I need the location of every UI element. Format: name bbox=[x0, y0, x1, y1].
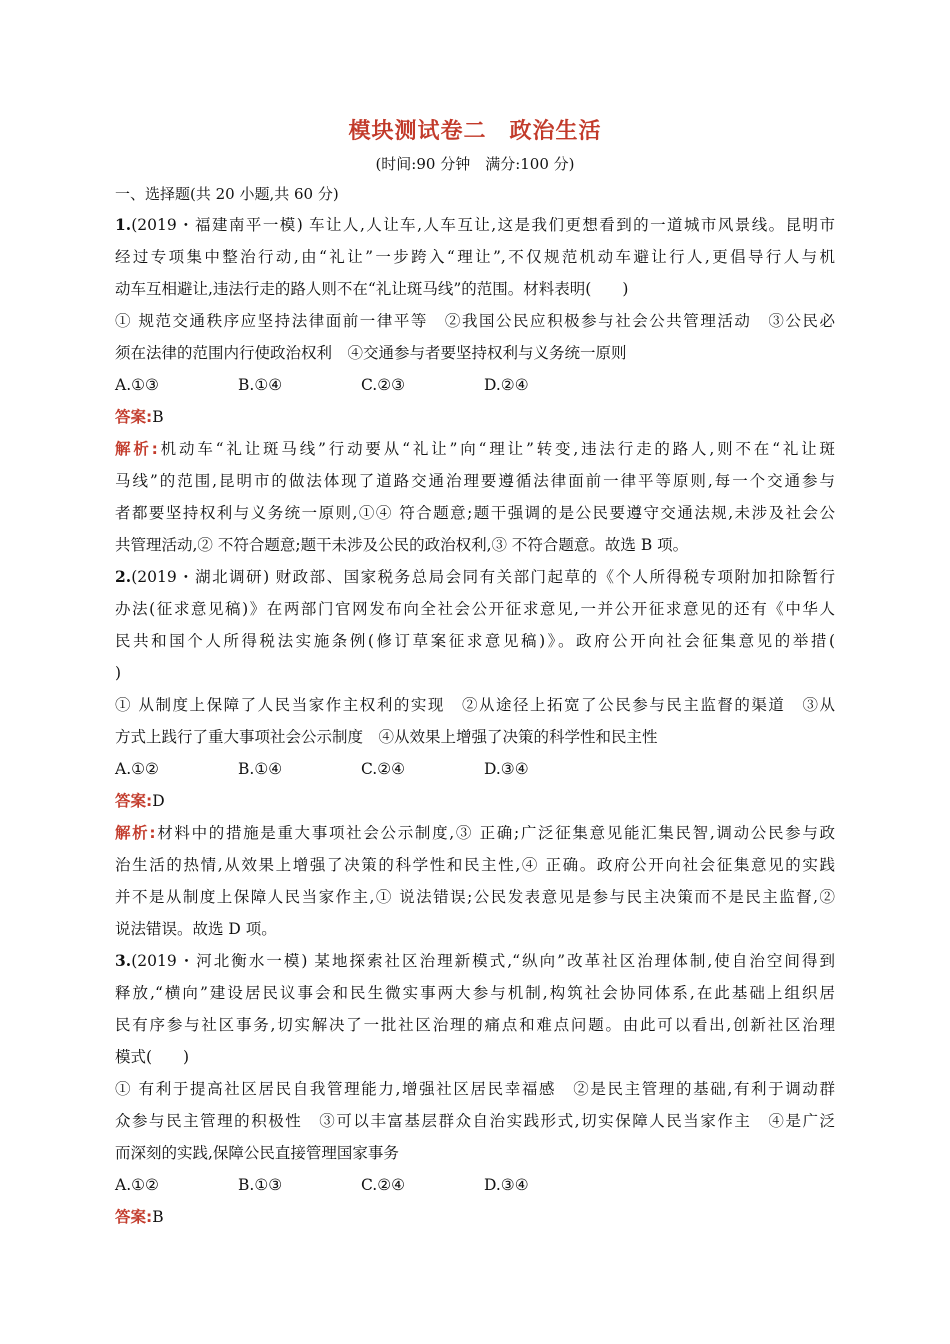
question-stem-line: 1.(2019・福建南平一模) 车让人,人让车,人车互让,这是我们更想看到的一道城市风景线。昆明市 bbox=[115, 215, 835, 234]
option-b: B.①④ bbox=[238, 760, 283, 778]
answer-line bbox=[115, 1201, 835, 1233]
answer-label: 答案: bbox=[115, 792, 153, 810]
question-stem-line: 办法(征求意见稿)》在两部门官网发布向全社会公开征求意见,一并公开征求意见的还有《中华人 bbox=[115, 600, 835, 618]
question-stem-line: 民共和国个人所得税法实施条例(修订草案征求意见稿)》。政府公开向社会征集意见的举措( bbox=[115, 632, 835, 650]
option-b: B.①③ bbox=[238, 1176, 283, 1194]
statement-line: 众参与民主管理的积极性 ③可以丰富基层群众自治实践形式,切实保障人民当家作主 ④是广泛 bbox=[115, 1112, 835, 1130]
answer-label: 答案: bbox=[115, 1208, 153, 1226]
section-heading: 一、选择题(共 20 小题,共 60 分) bbox=[115, 185, 339, 203]
exam-time-score: (时间:90 分钟 满分:100 分) bbox=[375, 155, 575, 173]
document-body bbox=[115, 179, 835, 1233]
question-3 bbox=[115, 945, 835, 1233]
question-2 bbox=[115, 561, 835, 945]
question-number: 1. bbox=[115, 215, 132, 234]
option-c: C.②③ bbox=[361, 376, 406, 394]
statement-line: 须在法律的范围内行使政治权利 ④交通参与者要坚持权利与义务统一原则 bbox=[115, 344, 627, 362]
question-stem-line: 2.(2019・湖北调研) 财政部、国家税务总局会同有关部门起草的《个人所得税专项附加扣除暂行 bbox=[115, 567, 835, 586]
statement-line: ① 从制度上保障了人民当家作主权利的实现 ②从途径上拓宽了公民参与民主监督的渠道 ③从 bbox=[115, 696, 835, 714]
analysis-line: 解析:材料中的措施是重大事项社会公示制度,③ 正确;广泛征集意见能汇集民智,调动公民参与政 bbox=[115, 824, 835, 842]
question-number: 3. bbox=[115, 951, 132, 970]
analysis-line: 共管理活动,② 不符合题意;题干未涉及公民的政治权利,③ 不符合题意。故选 B 项。 bbox=[115, 536, 689, 554]
option-a: A.①③ bbox=[115, 376, 159, 394]
question-stem-line: 民有序参与社区事务,切实解决了一批社区治理的痛点和难点问题。由此可以看出,创新社区治理 bbox=[115, 1016, 835, 1034]
statement-line: 方式上践行了重大事项社会公示制度 ④从效果上增强了决策的科学性和民主性 bbox=[115, 728, 658, 746]
answer-line bbox=[115, 785, 835, 817]
answer-label: 答案: bbox=[115, 408, 153, 426]
answer-line bbox=[115, 401, 835, 433]
question-number: 2. bbox=[115, 567, 132, 586]
question-stem-line: 3.(2019・河北衡水一模) 某地探索社区治理新模式,“纵向”改革社区治理体制,使自治空间得到 bbox=[115, 951, 835, 970]
analysis-line: 马线”的范围,昆明市的做法体现了道路交通治理要遵循法律面前一律平等原则,每一个交通参与 bbox=[115, 472, 835, 490]
statement-line: ① 规范交通秩序应坚持法律面前一律平等 ②我国公民应积极参与社会公共管理活动 ③公民必 bbox=[115, 312, 835, 330]
question-1 bbox=[115, 209, 835, 561]
answer-options bbox=[115, 369, 835, 401]
answer-options bbox=[115, 753, 835, 785]
option-c: C.②④ bbox=[361, 760, 406, 778]
analysis-line: 解析:机动车“礼让斑马线”行动要从“礼让”向“理让”转变,违法行走的路人,则不在“礼让斑 bbox=[115, 440, 835, 458]
analysis-line: 说法错误。故选 D 项。 bbox=[115, 920, 277, 938]
page-title: 模块测试卷二 政治生活 bbox=[348, 119, 602, 144]
analysis-line: 治生活的热情,从效果上增强了决策的科学性和民主性,④ 正确。政府公开向社会征集意见的实践 bbox=[115, 856, 835, 874]
analysis-label: 解析: bbox=[115, 824, 156, 842]
question-stem-line: 动车互相避让,违法行走的路人则不在“礼让斑马线”的范围。材料表明( ) bbox=[115, 280, 629, 298]
analysis-line: 并不是从制度上保障人民当家作主,① 说法错误;公民发表意见是参与民主决策而不是民主监督,② bbox=[115, 888, 835, 906]
question-stem-line: 经过专项集中整治行动,由“礼让”一步跨入“理让”,不仅规范机动车避让行人,更倡导行人与机 bbox=[115, 248, 835, 266]
answer-value: B bbox=[152, 1208, 164, 1226]
option-c: C.②④ bbox=[361, 1176, 406, 1194]
question-stem-line: ) bbox=[115, 664, 122, 682]
option-d: D.②④ bbox=[484, 376, 529, 394]
option-b: B.①④ bbox=[238, 376, 283, 394]
question-stem-line: 模式( ) bbox=[115, 1048, 190, 1066]
option-a: A.①② bbox=[115, 760, 159, 778]
statement-line: ① 有利于提高社区居民自我管理能力,增强社区居民幸福感 ②是民主管理的基础,有利于调动群 bbox=[115, 1080, 835, 1098]
answer-value: B bbox=[152, 408, 164, 426]
option-d: D.③④ bbox=[484, 1176, 529, 1194]
question-stem-line: 释放,“横向”建设居民议事会和民生微实事两大参与机制,构筑社会协同体系,在此基础上组织居 bbox=[115, 984, 835, 1002]
option-a: A.①② bbox=[115, 1176, 159, 1194]
answer-options bbox=[115, 1169, 835, 1201]
statement-line: 而深刻的实践,保障公民直接管理国家事务 bbox=[115, 1144, 399, 1162]
analysis-label: 解析: bbox=[115, 440, 158, 458]
option-d: D.③④ bbox=[484, 760, 529, 778]
analysis-line: 者都要坚持权利与义务统一原则,①④ 符合题意;题干强调的是公民要遵守交通法规,未涉及社会公 bbox=[115, 504, 835, 522]
answer-value: D bbox=[152, 792, 165, 810]
